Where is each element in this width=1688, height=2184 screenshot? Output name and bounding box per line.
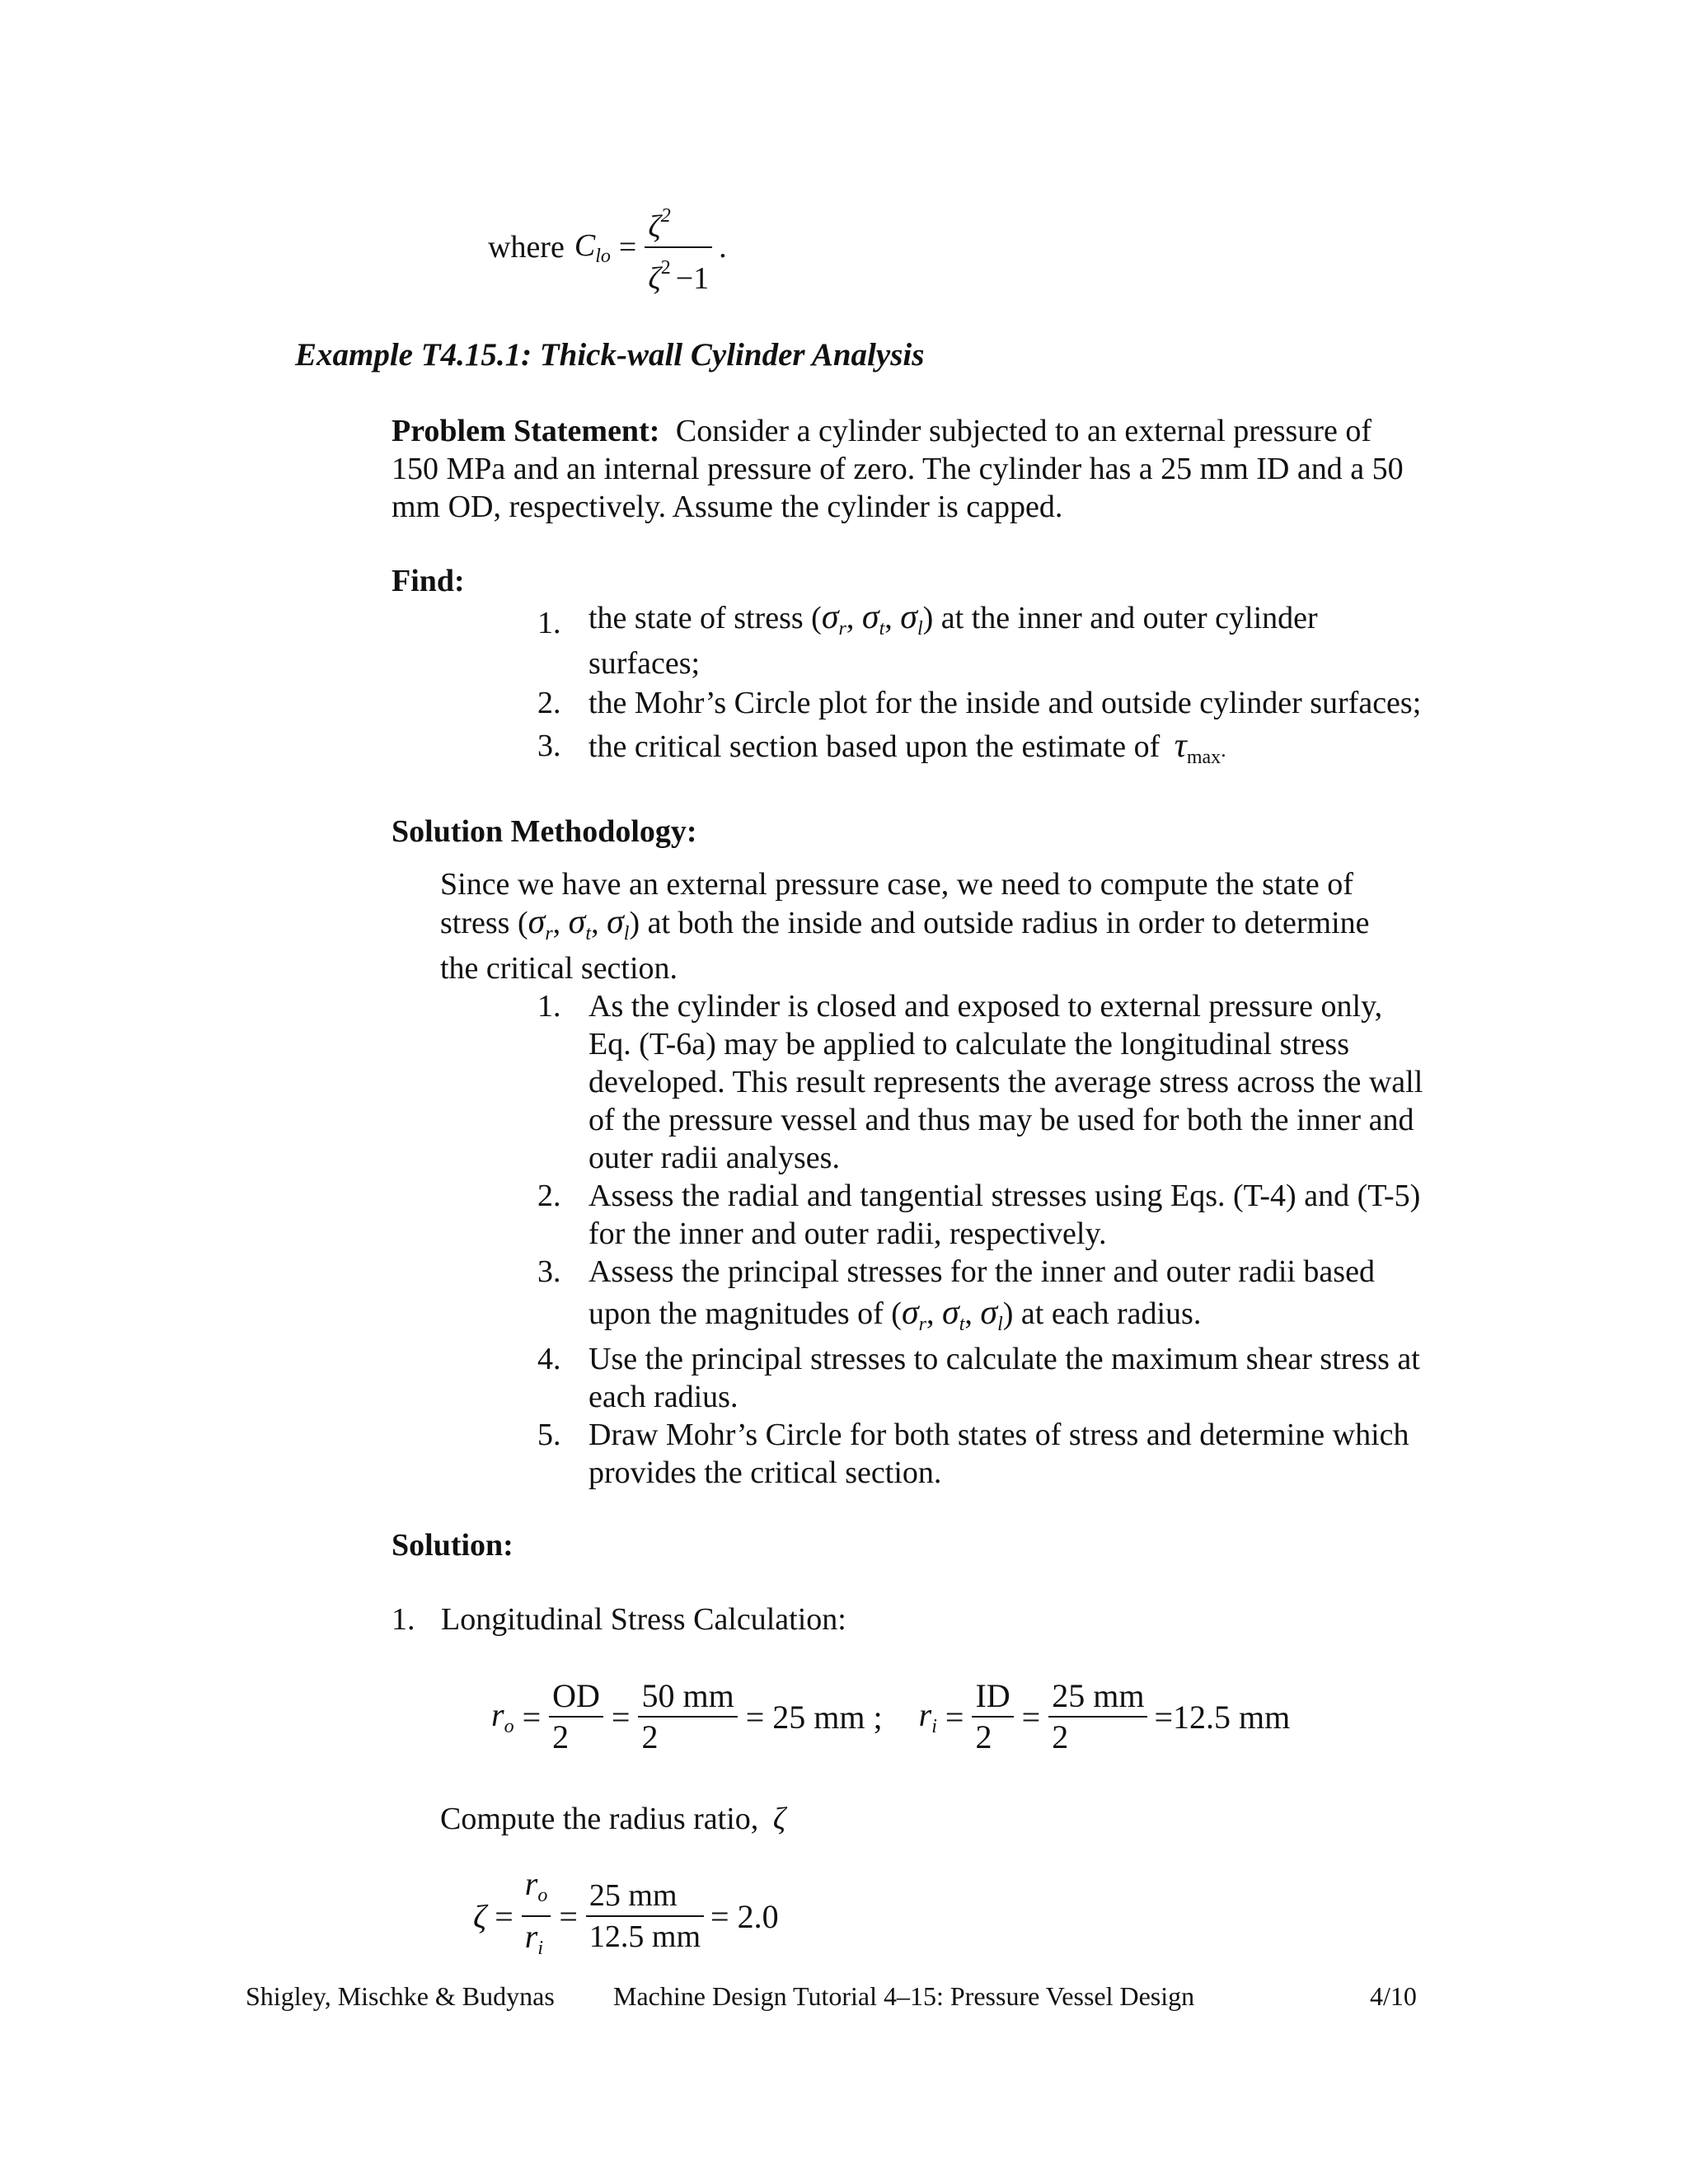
line: of the pressure vessel and thus may be used for both the inner and (588, 1103, 1414, 1137)
sub-l: l (623, 923, 630, 944)
line: provides the critical section. (588, 1455, 942, 1490)
o-subscript: o (537, 1885, 548, 1906)
id-num: ID (972, 1678, 1013, 1718)
radius-equation (491, 1678, 1290, 1755)
footer-page-number: 4/10 (1370, 1981, 1417, 2011)
line: Assess the principal stresses for the inner and outer radii based (588, 1254, 1375, 1289)
twentyfive-mm-den: 2 (1052, 1718, 1069, 1755)
problem-statement-label: Problem Statement: (392, 414, 660, 448)
o-subscript: o (504, 1716, 514, 1737)
od-fraction (549, 1678, 603, 1755)
problem-line1-text: Consider a cylinder subjected to an external pressure of (675, 414, 1372, 448)
c-lo-symbol (574, 227, 611, 268)
method-item-3 (537, 1253, 1477, 1335)
sigma-l-symbol: σ (980, 1294, 998, 1332)
find-item-3 (537, 727, 1477, 770)
find-label: Find: (392, 564, 465, 598)
sigma-r-symbol: σ (821, 598, 839, 636)
methodology-label: Solution Methodology: (392, 814, 697, 849)
r-letter: r (524, 1865, 538, 1902)
r-letter: r (491, 1696, 504, 1733)
find-item-1-a: the state of stress ( (588, 601, 822, 635)
sep: , (884, 601, 901, 635)
find-item-1-cont (537, 644, 1477, 684)
equals-sign: = (522, 1698, 542, 1736)
find-list (537, 598, 1477, 770)
spacer (537, 644, 588, 684)
problem-statement-line1 (392, 412, 1372, 450)
step-number: 1. (392, 1602, 415, 1637)
line-a: upon the magnitudes of ( (588, 1296, 902, 1331)
sep: , (591, 906, 607, 940)
ro-result: = 25 mm ; (745, 1698, 883, 1736)
line: each radius. (588, 1380, 738, 1414)
line: Eq. (T-6a) may be applied to calculate the longitudinal stress (588, 1027, 1349, 1062)
sep: , (926, 1296, 942, 1331)
id-den: 2 (975, 1718, 992, 1755)
i-subscript: i (931, 1716, 937, 1737)
equals-sign: = (559, 1897, 578, 1935)
line: developed. This result represents the average stress across the wall (588, 1065, 1423, 1099)
problem-statement-line3: mm OD, respectively. Assume the cylinder is capped. (392, 490, 1063, 524)
r-letter: r (918, 1696, 932, 1733)
find-item-3-text (588, 727, 1226, 770)
sub-l: l (917, 618, 923, 640)
sub-r: r (918, 1314, 926, 1335)
max-subscript: max (1186, 747, 1221, 768)
fifty-mm-den: 2 (641, 1718, 659, 1755)
find-item-number: 2. (537, 686, 561, 720)
method-item-number: 2. (537, 1179, 561, 1213)
sigma-l-symbol: σ (607, 903, 624, 941)
num-superscript: 2 (660, 205, 671, 227)
sub-r: r (838, 618, 846, 640)
ratio-label: Compute the radius ratio, (440, 1802, 759, 1836)
find-item-2-text: the Mohr’s Circle plot for the inside and outside cylinder surfaces; (588, 686, 1422, 720)
find-item-1 (537, 598, 1477, 644)
method-item-number: 4. (537, 1342, 561, 1376)
zeta-den: ζ (648, 261, 661, 296)
method-item-2-text (588, 1177, 1420, 1253)
id-fraction (972, 1678, 1013, 1755)
sigma-t-symbol: σ (568, 903, 586, 941)
method-item-number: 1. (537, 989, 561, 1024)
top-equation (488, 198, 727, 297)
mm-ratio-fraction (586, 1877, 704, 1955)
method-item-4-text (588, 1340, 1420, 1416)
find-item-3-main: the critical section based upon the estimate of (588, 729, 1160, 764)
intro2-b: ) at both the inside and outside radius in order to determine (629, 906, 1370, 940)
find-item-3-tail: . (1221, 738, 1226, 762)
methodology-intro2 (440, 903, 1370, 953)
od-num: OD (549, 1678, 603, 1718)
mm-ratio-den: 12.5 mm (588, 1919, 701, 1954)
method-item-5 (537, 1416, 1477, 1492)
twentyfive-mm-fraction (1048, 1678, 1147, 1755)
sub-r: r (545, 923, 553, 944)
sub-t: t (585, 923, 592, 944)
footer-title: Machine Design Tutorial 4–15: Pressure Vessel Design (613, 1981, 1195, 2011)
i-subscript: i (537, 1938, 544, 1959)
minus-one: −1 (675, 261, 710, 296)
method-item-3-text (588, 1253, 1375, 1335)
intro2-a: stress ( (440, 906, 528, 940)
find-item-number: 1. (537, 606, 561, 640)
ro-over-ri-fraction (522, 1866, 551, 1966)
find-item-number: 3. (537, 729, 561, 763)
solution-label: Solution: (392, 1528, 513, 1563)
lo-subscript: lo (595, 245, 611, 267)
equals-sign: = (611, 1698, 631, 1736)
find-item-1-text (588, 598, 1318, 648)
find-item-1-c: surfaces; (588, 646, 701, 681)
twentyfive-mm-num: 25 mm (1048, 1678, 1147, 1718)
method-item-number: 5. (537, 1418, 561, 1452)
zeta-symbol: ζ (473, 1897, 487, 1935)
step-1-text: Longitudinal Stress Calculation: (441, 1602, 846, 1637)
footer-authors: Shigley, Mischke & Budynas (246, 1981, 555, 2011)
den-superscript: 2 (660, 257, 671, 279)
line: Use the principal stresses to calculate the maximum shear stress at (588, 1342, 1420, 1376)
where-text: where (488, 230, 565, 265)
sub-t: t (879, 618, 885, 640)
method-item-2 (537, 1177, 1477, 1253)
r-letter: r (524, 1918, 538, 1955)
sub-l: l (997, 1314, 1003, 1335)
method-item-1-text (588, 987, 1423, 1177)
zeta-result: = 2.0 (710, 1897, 779, 1935)
line-b: ) at each radius. (1002, 1296, 1202, 1331)
ri-den (522, 1917, 551, 1966)
r-i-symbol (919, 1695, 937, 1738)
fraction-denominator (645, 248, 712, 297)
sub-t: t (959, 1314, 965, 1335)
equals-sign: = (1021, 1698, 1041, 1736)
radius-ratio-text (440, 1800, 785, 1838)
fifty-mm-fraction (638, 1678, 737, 1755)
method-item-number: 3. (537, 1254, 561, 1289)
line: Assess the radial and tangential stresses using Eqs. (T-4) and (T-5) (588, 1179, 1421, 1213)
line: for the inner and outer radii, respectively. (588, 1216, 1107, 1251)
method-item-5-text (588, 1416, 1409, 1492)
ri-result: =12.5 mm (1154, 1698, 1291, 1736)
equation-period: . (719, 230, 727, 265)
equals-sign: = (618, 230, 637, 265)
method-item-1 (537, 987, 1477, 1177)
line: outer radii analyses. (588, 1141, 840, 1175)
sigma-r-symbol: σ (901, 1294, 919, 1332)
solution-step-1 (392, 1601, 846, 1638)
c-letter: C (574, 227, 596, 263)
line (588, 1291, 1375, 1335)
zeta-symbol: ζ (772, 1802, 786, 1836)
line: Draw Mohr’s Circle for both states of stress and determine which (588, 1418, 1409, 1452)
od-den: 2 (552, 1718, 570, 1755)
methodology-list (537, 987, 1477, 1492)
sep: , (552, 906, 569, 940)
fifty-mm-num: 50 mm (638, 1678, 737, 1718)
line: As the cylinder is closed and exposed to external pressure only, (588, 989, 1383, 1024)
methodology-intro3: the critical section. (440, 951, 678, 986)
find-item-2 (537, 684, 1477, 727)
methodology-intro1: Since we have an external pressure case, we need to compute the state of (440, 867, 1353, 902)
equals-sign: = (945, 1698, 964, 1736)
method-item-4 (537, 1340, 1477, 1416)
sigma-r-symbol: σ (528, 903, 546, 941)
fraction-numerator (645, 198, 712, 248)
zeta-fraction (645, 198, 712, 297)
find-item-1-b: ) at the inner and outer cylinder (922, 601, 1318, 635)
problem-statement-line2: 150 MPa and an internal pressure of zero. The cylinder has a 25 mm ID and a 50 (392, 452, 1404, 486)
mm-ratio-num: 25 mm (586, 1877, 704, 1917)
ro-num (522, 1866, 551, 1917)
sep: , (964, 1296, 981, 1331)
zeta-equation (473, 1866, 779, 1966)
tau-symbol: τ (1174, 727, 1187, 765)
zeta-num: ζ (648, 209, 661, 244)
r-o-symbol (491, 1695, 514, 1738)
sigma-t-symbol: σ (942, 1294, 959, 1332)
equals-sign: = (495, 1897, 513, 1935)
sigma-l-symbol: σ (900, 598, 917, 636)
example-title: Example T4.15.1: Thick-wall Cylinder Analysis (295, 337, 925, 373)
sigma-t-symbol: σ (861, 598, 879, 636)
sep: , (846, 601, 862, 635)
